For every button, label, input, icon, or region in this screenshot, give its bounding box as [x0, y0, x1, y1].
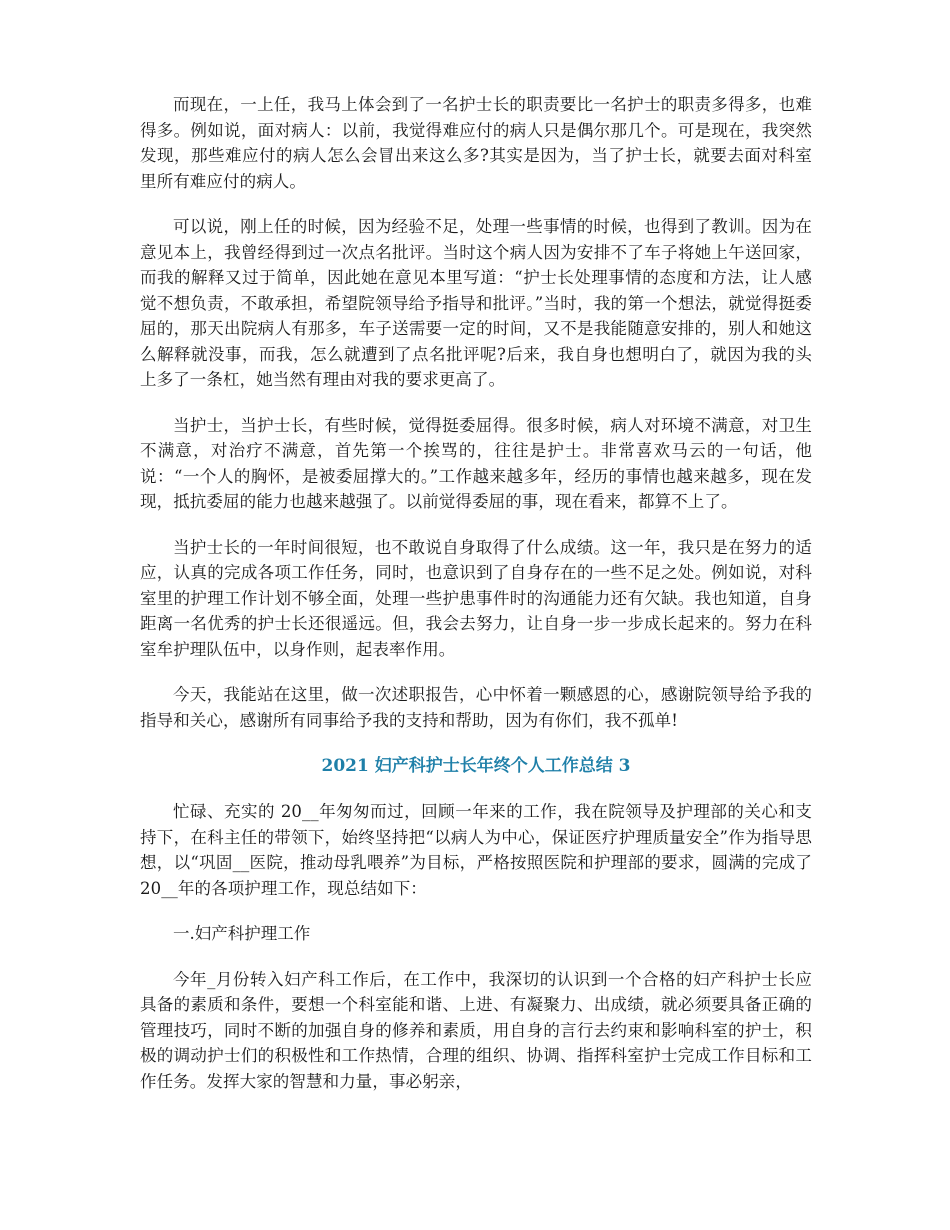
- section-heading: 2021 妇产科护士长年终个人工作总结 3: [321, 756, 631, 776]
- subsection-title: 一.妇产科护理工作: [173, 924, 311, 943]
- last-paragraph: 今年_月份转入妇产科工作后，在工作中，我深切的认识到一个合格的妇产科护士长应具备的素质和条件，要想一个科室能和谐、上进、有凝聚力、出成绩，就必须要具备正确的管理技巧，同时不断的加强自身的修养和素质，用自身的言行去约束和影响科室的护士，积极的调动护士们的积极性和工作热情，合理的组织、协调、指挥科室护士完成工作目标和工作任务。发挥大家的智慧和力量，事必躬亲，: [140, 969, 812, 1091]
- paragraph-3: 当护士，当护士长，有些时候，觉得挺委屈得。很多时候，病人对环境不满意，对卫生不满意，对治疗不满意，首先第一个挨骂的，往往是护士。非常喜欢马云的一句话，他说：“一个人的胸怀，是被委屈撑大的。”工作越来越多年，经历的事情也越来越多，现在发现，抵抗委屈的能力也越来越强了。以前觉得委屈的事，现在看来，都算不上了。: [140, 415, 812, 511]
- intro-paragraph: 忙碌、充实的 20__年匆匆而过，回顾一年来的工作，我在院领导及护理部的关心和支持下，在科主任的带领下，始终坚持把“以病人为中心，保证医疗护理质量安全”作为指导思想，以“巩固__医院，推动母乳喂养”为目标，严格按照医院和护理部的要求，圆满的完成了 20__年的各项护理工作，现总结如下：: [140, 802, 812, 898]
- paragraph-4: 当护士长的一年时间很短，也不敢说自身取得了什么成绩。这一年，我只是在努力的适应，认真的完成各项工作任务，同时，也意识到了自身存在的一些不足之处。例如说，对科室里的护理工作计划不够全面，处理一些护患事件时的沟通能力还有欠缺。我也知道，自身距离一名优秀的护士长还很遥远。但，我会去努力，让自身一步一步成长起来的。努力在科室牟护理队伍中，以身作则，起表率作用。: [140, 537, 812, 659]
- document-page: [140, 92, 812, 1114]
- paragraph-1: 而现在，一上任，我马上体会到了一名护士长的职责要比一名护士的职责多得多，也难得多。例如说，面对病人：以前，我觉得难应付的病人只是偶尔那几个。可是现在，我突然发现，那些难应付的病人怎么会冒出来这么多?其实是因为，当了护士长，就要去面对科室里所有难应付的病人。: [140, 95, 812, 191]
- paragraph-5: 今天，我能站在这里，做一次述职报告，心中怀着一颗感恩的心，感谢院领导给予我的指导和关心，感谢所有同事给予我的支持和帮助，因为有你们，我不孤单!: [140, 685, 812, 730]
- paragraph-2: 可以说，刚上任的时候，因为经验不足，处理一些事情的时候，也得到了教训。因为在意见本上，我曾经得到过一次点名批评。当时这个病人因为安排不了车子将她上午送回家，而我的解释又过于简单，因此她在意见本里写道：“护士长处理事情的态度和方法，让人感觉不想负责，不敢承担，希望院领导给予指导和批评。”当时，我的第一个想法，就觉得挺委屈的，那天出院病人有那多，车子送需要一定的时间，又不是我能随意安排的，别人和她这么解释就没事，而我，怎么就遭到了点名批评呢?后来，我自身也想明白了，就因为我的头上多了一条杠，她当然有理由对我的要求更高了。: [140, 217, 812, 389]
